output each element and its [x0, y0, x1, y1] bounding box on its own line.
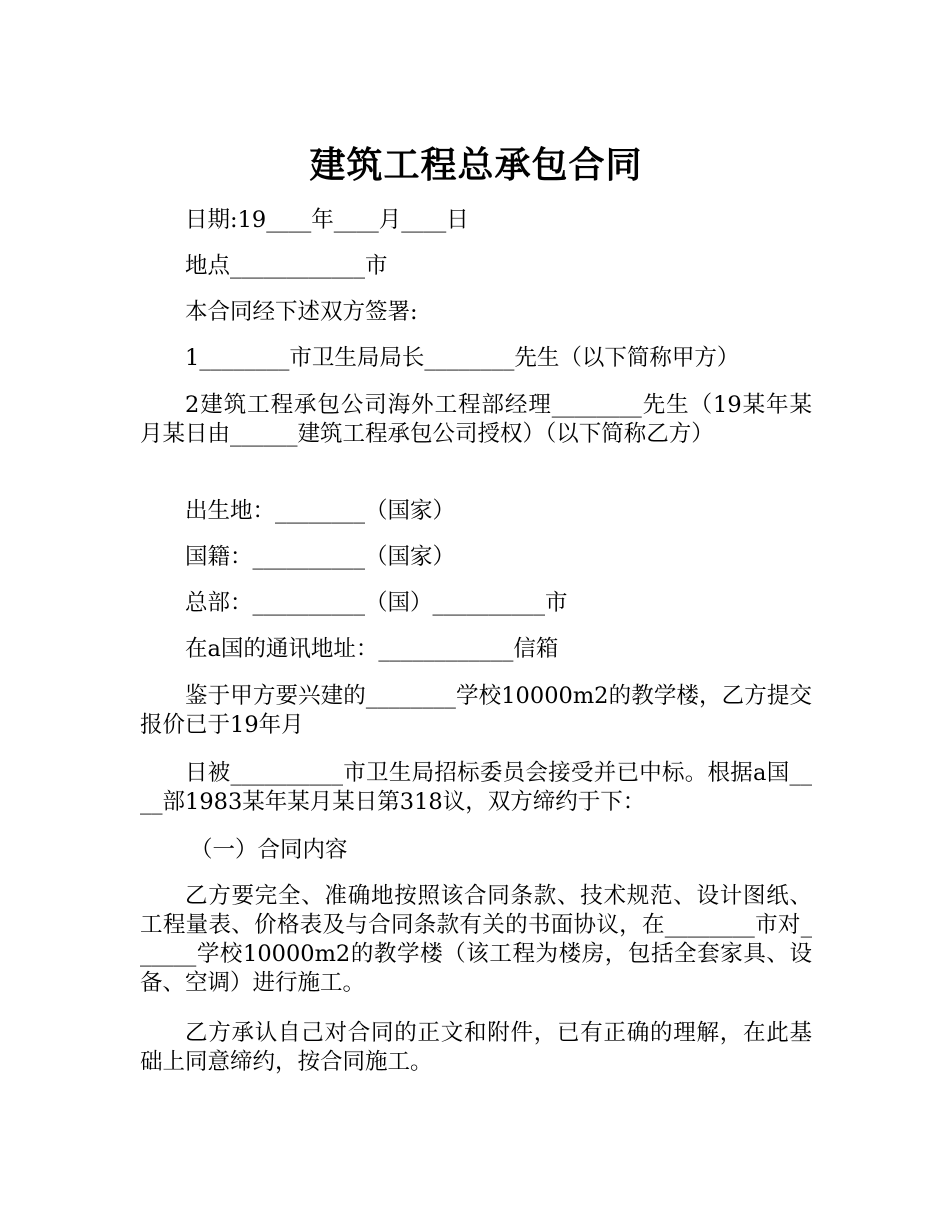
party-b-paragraph: 2建筑工程承包公司海外工程部经理________先生（19某年某月某日由______建筑工程承包公司授权）（以下简称乙方） — [140, 392, 812, 447]
address-line: 在a国的通讯地址：____________信箱 — [185, 636, 559, 662]
contract-content-paragraph: 乙方要完全、准确地按照该合同条款、技术规范、设计图纸、工程量表、价格表及与合同条款有关的书面协议，在________市对______学校10000m2的教学楼（该工程为楼房，包括全套家具、设备、空调）进行施工。 — [140, 883, 812, 996]
section-heading-contract-content: （一）合同内容 — [190, 837, 348, 863]
birthplace-line: 出生地：________（国家） — [185, 498, 456, 524]
party-a-line: 1________市卫生局局长________先生（以下简称甲方） — [185, 345, 740, 371]
headquarters-line: 总部：__________（国）__________市 — [185, 590, 568, 616]
location-line: 地点____________市 — [185, 253, 388, 279]
whereas-paragraph: 鉴于甲方要兴建的________学校10000m2的教学楼，乙方提交报价已于19年月 — [140, 683, 812, 738]
award-paragraph: 日被__________市卫生局招标委员会接受并已中标。根据a国____部1983某年某月某日第318议，双方缔约于下： — [140, 760, 812, 815]
signing-intro: 本合同经下述双方签署: — [185, 299, 418, 325]
document-title: 建筑工程总承包合同 — [309, 145, 643, 187]
nationality-line: 国籍：__________（国家） — [185, 544, 456, 570]
date-line: 日期:19____年____月____日 — [185, 207, 469, 233]
acknowledgement-paragraph: 乙方承认自己对合同的正文和附件，已有正确的理解，在此基础上同意缔约，按合同施工。 — [140, 1020, 812, 1075]
